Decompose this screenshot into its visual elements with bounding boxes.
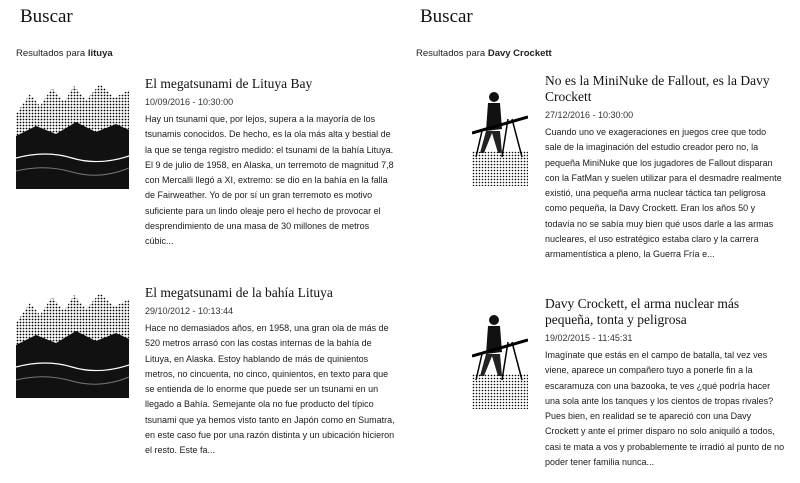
result-excerpt: Cuando uno ve exageraciones en juegos cree que todo sale de la imaginación del estudio creador pero no, la pequeña MiniNuke que los jugadores de Fallout disparan con la FatMan y suelen utilizar para el desmadre realmente existió, una pequeña arma nuclear táctica tan peligrosa como pequeña, la Davy Crockett. Eran los años 50 y todavía no se sabía muy bien qué usos darle a las armas nucleares, el uso estratégico estaba claro y la carrera armamentística a pleno, la Guerra Fría e... — [545, 127, 782, 260]
mountain-photo-thumbnail[interactable] — [16, 76, 129, 189]
search-result — [16, 285, 395, 475]
search-result — [472, 73, 792, 273]
results-prefix: Resultados para — [16, 48, 86, 59]
results-summary — [416, 48, 552, 59]
soldier-photo-thumbnail[interactable] — [472, 296, 528, 409]
result-date: 10/09/2016 - 10:30:00 — [145, 97, 234, 107]
result-date: 19/02/2015 - 11:45:31 — [545, 333, 633, 343]
search-result — [16, 76, 394, 266]
result-body — [145, 76, 395, 250]
page-title: Buscar — [420, 6, 473, 27]
result-body — [145, 285, 395, 459]
result-title-link[interactable]: Davy Crockett, el arma nuclear más pequeña, tonta y peligrosa — [545, 296, 740, 327]
result-excerpt: Hace no demasiados años, en 1958, una gran ola de más de 520 metros arrasó con las costas internas de la bahía de Lituya, en Alaska. Estoy hablando de más de quinientos metros, no cincuenta, no cinco, quinientos, en texto para que se entienda de lo enorme que puede ser un tsunami en un llegado a Bahía. Semejante ola no fue producto del típico tsunami que ya hemos visto tanto en Japón como en Sumatra, en este caso fue por una razón distinta y un ubicación hicieron el resto. Este fa... — [145, 323, 395, 456]
page-title: Buscar — [20, 6, 73, 27]
result-body — [545, 296, 785, 470]
result-body — [545, 73, 785, 263]
result-excerpt: Imagínate que estás en el campo de batalla, tal vez ves viene, aparece un compañero tuyo a ponerle fin a la escaramuza con una bazooka, te ves ¿qué podría hacer una sola ante los tanques y los cientos de tropas rivales? Pues bien, en realidad se te apareció con una Davy Crockett y ante el primer disparo no solo aniquiló a todos, casi te mata a vos y probablemente te irradió al punto de no poder tener familia nunca... — [545, 350, 785, 468]
mountain-photo-thumbnail[interactable] — [16, 285, 129, 398]
search-query: lituya — [87, 48, 113, 59]
result-date: 29/10/2012 - 10:13:44 — [145, 306, 234, 316]
result-date: 27/12/2016 - 10:30:00 — [545, 110, 634, 120]
result-title-link[interactable]: El megatsunami de Lituya Bay — [145, 76, 313, 91]
search-query: Davy Crockett — [487, 48, 552, 59]
result-excerpt: Hay un tsunami que, por lejos, supera a la mayoría de los tsunamis conocidos. De hecho, es la ola más alta y bestial de la que se tenga registro medido: el tsunami de la bahía Lituya. El 9 de julio de 1958, en Alaska, un terremoto de magnitud 7,8 con Mercalli llegó a XI, extremo: se dio en la bahía en la falla de Fairweather. Yo de por sí un gran terremoto es motivo suficiente para un lindo oleaje pero el hecho de provocar el desprendimiento de una masa de 30 millones de metros cúbic... — [145, 114, 394, 247]
search-panel-davy-crockett — [400, 0, 800, 483]
result-title-link[interactable]: El megatsunami de la bahía Lituya — [145, 285, 333, 300]
results-prefix: Resultados para — [416, 48, 486, 59]
result-title-link[interactable]: No es la MiniNuke de Fallout, es la Davy Crockett — [545, 73, 770, 104]
soldier-photo-thumbnail[interactable] — [472, 73, 528, 186]
results-summary — [16, 48, 113, 59]
search-result — [472, 296, 792, 483]
